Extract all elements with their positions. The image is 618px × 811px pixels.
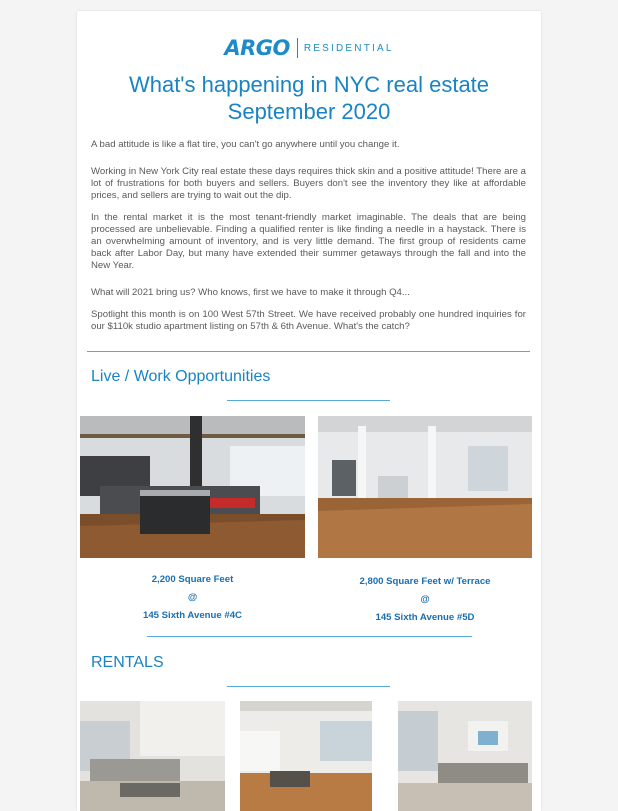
kitchen-dining-image xyxy=(240,701,372,811)
bedroom-image xyxy=(398,701,532,811)
page-title xyxy=(77,71,541,125)
rental-photo-2[interactable] xyxy=(240,701,372,811)
listing-caption-4c xyxy=(80,571,305,625)
divider xyxy=(147,636,472,637)
paragraph-quote: A bad attitude is like a flat tire, you can't go anywhere until you change it. xyxy=(91,139,400,150)
listing-address[interactable]: 145 Sixth Avenue #5D xyxy=(375,612,475,623)
listing-photo-5d[interactable] xyxy=(318,416,532,558)
listing-size: 2,800 Square Feet w/ Terrace xyxy=(359,576,491,587)
section-underline xyxy=(227,400,390,401)
listing-caption-5d xyxy=(318,573,532,627)
title-line-1: What's happening in NYC real estate xyxy=(128,72,490,97)
kitchen-loft-image xyxy=(80,416,305,558)
paragraph-2021: What will 2021 bring us? Who knows, first we have to make it through Q4... xyxy=(91,287,410,298)
paragraph-rental-market: In the rental market it is the most tenant-friendly market imaginable. The deals that are being processed are unbelievable. Finding a qualified renter is like finding a needle in a haystack. There is an overwhelming amount of inventory, and is very little demand. The first group of residents came back after Labor Day, but many have extended their summer getaways through the fall and into the New Year. xyxy=(91,212,526,271)
listing-size: 2,200 Square Feet xyxy=(151,574,234,585)
listing-address[interactable]: 145 Sixth Avenue #4C xyxy=(142,610,242,621)
listing-at: @ xyxy=(187,592,198,603)
section-title-rentals: RENTALS xyxy=(91,654,164,671)
open-loft-image xyxy=(318,416,532,558)
section-title-live-work: Live / Work Opportunities xyxy=(91,368,271,385)
section-underline xyxy=(227,686,390,687)
divider xyxy=(87,351,530,352)
title-line-2: September 2020 xyxy=(227,99,391,124)
newsletter-card xyxy=(77,11,541,811)
logo-divider xyxy=(297,38,298,58)
brand-mark: ARGO xyxy=(224,36,290,60)
listing-at: @ xyxy=(420,594,430,605)
listing-photo-4c[interactable] xyxy=(80,416,305,558)
rental-photo-3[interactable] xyxy=(398,701,532,811)
brand-logo[interactable] xyxy=(77,33,541,63)
living-room-image xyxy=(80,701,225,811)
rental-photo-1[interactable] xyxy=(80,701,225,811)
paragraph-spotlight: Spotlight this month is on 100 West 57th Street. We have received probably one hundred inquiries for our $110k studio apartment listing on 57th & 6th Avenue. What's the catch? xyxy=(91,309,526,332)
paragraph-intro: Working in New York City real estate these days requires thick skin and a positive attitude! There are a lot of frustrations for both buyers and sellers. Buyers don't see the inventory they like at affordable prices, and sellers are trying to wait out the dip. xyxy=(91,166,526,201)
brand-subtitle: RESIDENTIAL xyxy=(303,42,394,54)
